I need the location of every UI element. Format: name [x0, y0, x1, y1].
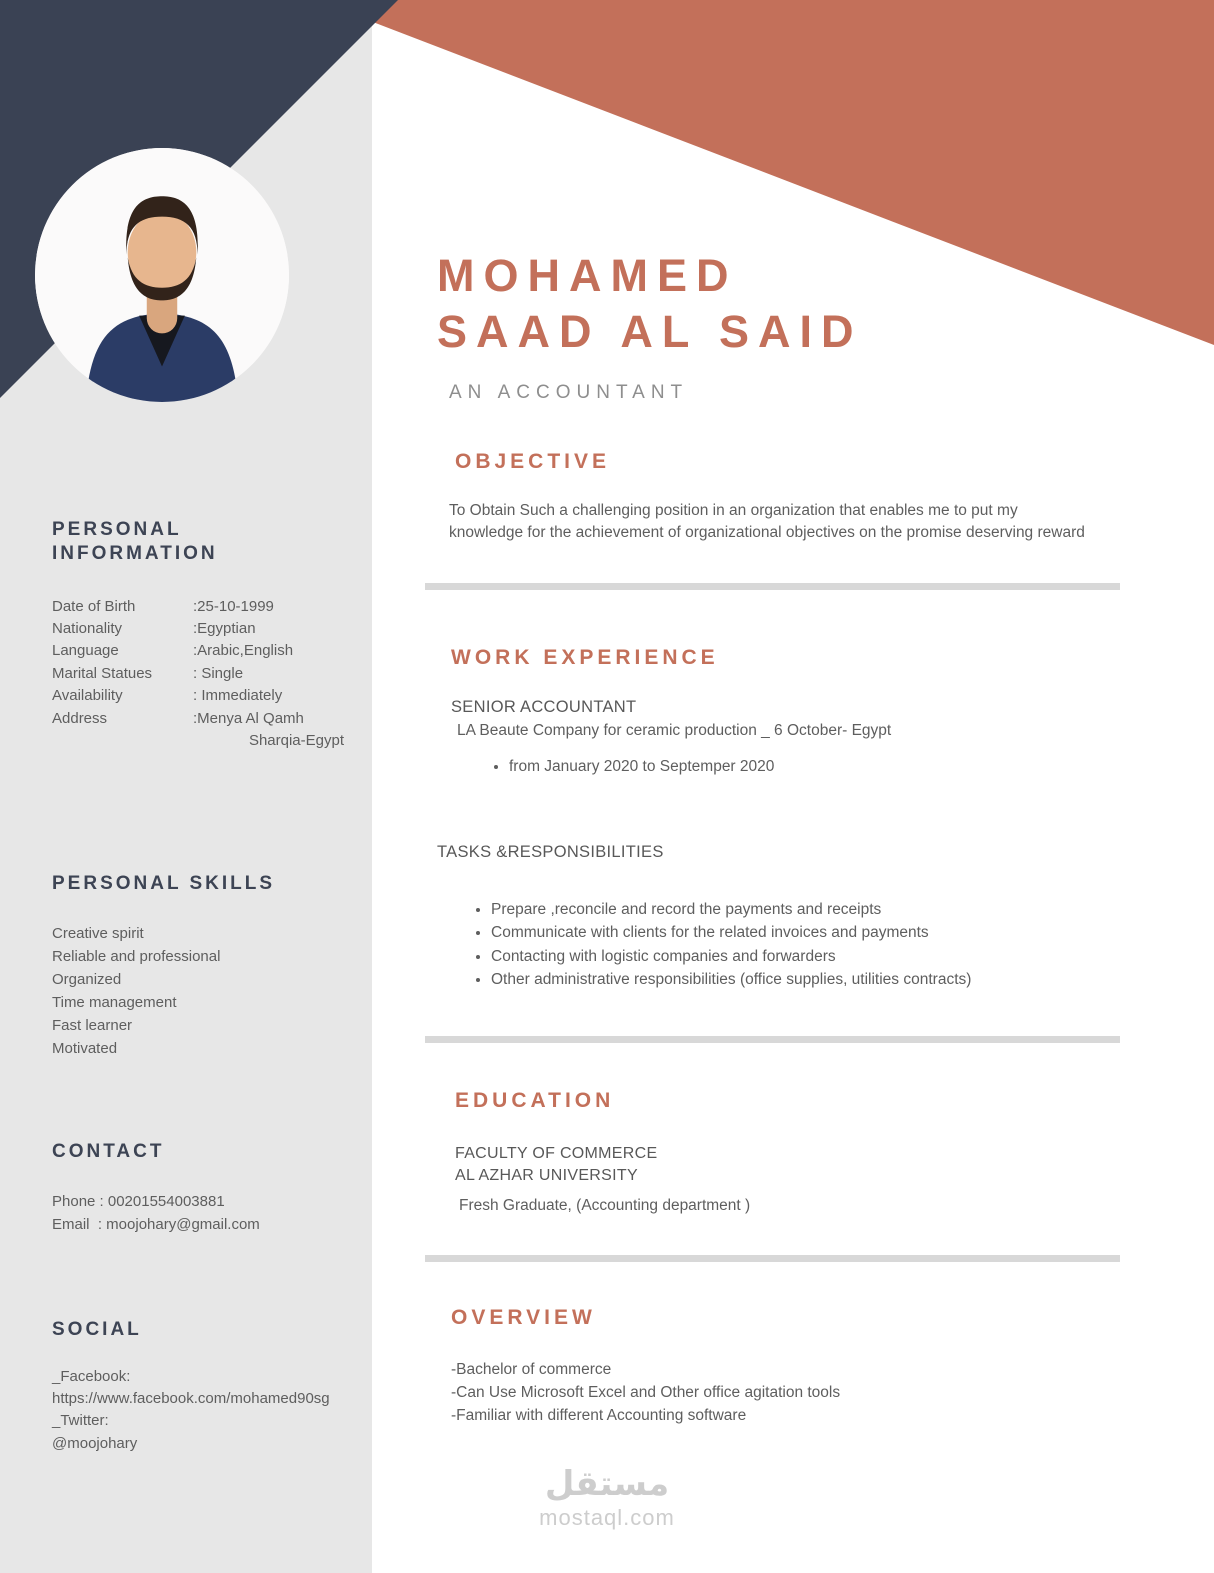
- address-line-2: Sharqia-Egypt: [248, 731, 344, 749]
- facebook-url: https://www.facebook.com/mohamed90sg: [52, 1390, 330, 1407]
- social-title: SOCIAL: [52, 1318, 142, 1340]
- work-experience-title: WORK EXPERIENCE: [451, 645, 719, 669]
- info-label: Nationality: [52, 619, 123, 637]
- education-detail: Fresh Graduate, (Accounting department ): [459, 1196, 751, 1214]
- info-value: :Arabic,English: [193, 642, 294, 660]
- info-row-address: [52, 708, 346, 730]
- mostaql-watermark: [0, 1466, 1214, 1531]
- skill-item: Creative spirit: [52, 925, 144, 943]
- task-item: • Prepare ,reconcile and record the payments and receipts: [491, 898, 1137, 922]
- info-row-nationality: [52, 618, 346, 640]
- info-value: :Menya Al Qamh: [193, 709, 304, 727]
- company-line: LA Beaute Company for ceramic production _ 6 October- Egypt: [457, 721, 892, 739]
- info-value: : Single: [193, 664, 244, 682]
- main-content: [437, 0, 1137, 1427]
- twitter-handle: @moojohary: [52, 1434, 138, 1452]
- education-section: [437, 1089, 1137, 1215]
- section-divider: [425, 583, 1120, 590]
- social-lines: [52, 1366, 346, 1456]
- overview-item: -Bachelor of commerce: [451, 1360, 612, 1378]
- skill-item: Fast learner: [52, 1017, 133, 1035]
- contact-phone: Phone : 00201554003881: [52, 1192, 225, 1210]
- watermark-domain-text: mostaql.com: [539, 1505, 675, 1531]
- overview-section: [437, 1306, 1137, 1427]
- candidate-name: [437, 248, 1137, 360]
- info-value: :25-10-1999: [193, 597, 274, 615]
- objective-section: [437, 450, 1137, 545]
- task-item: • Communicate with clients for the related invoices and payments: [491, 921, 1137, 945]
- info-label: Availability: [52, 687, 123, 705]
- overview-title: OVERVIEW: [451, 1305, 596, 1329]
- employment-period: • from January 2020 to Septemper 2020: [509, 756, 1137, 777]
- section-divider: [425, 1036, 1120, 1043]
- name-line-1: MOHAMED: [437, 250, 738, 301]
- info-label: Address: [52, 709, 108, 727]
- contact-lines: [52, 1190, 346, 1236]
- facebook-label: _Facebook:: [52, 1367, 131, 1385]
- objective-title: OBJECTIVE: [455, 449, 611, 473]
- info-row-date-of-birth: [52, 596, 346, 618]
- skill-item: Organized: [52, 971, 122, 989]
- personal-info-list: [52, 596, 346, 753]
- task-item: • Other administrative responsibilities (office supplies, utilities contracts): [491, 968, 1137, 992]
- education-title: EDUCATION: [455, 1088, 615, 1112]
- personal-info-title: PERSONAL INFORMATION: [52, 519, 218, 564]
- task-list: [451, 898, 1137, 992]
- info-label: Language: [52, 642, 119, 660]
- name-line-2: SAAD AL SAID: [437, 305, 863, 357]
- overview-item: -Familiar with different Accounting software: [451, 1406, 747, 1424]
- info-row-marital-status: [52, 663, 346, 685]
- employment-period-list: [451, 756, 1137, 777]
- skill-item: Time management: [52, 994, 177, 1012]
- info-value: : Immediately: [193, 687, 283, 705]
- faculty-line: FACULTY OF COMMERCE: [455, 1144, 658, 1162]
- work-experience-section: [437, 646, 1137, 992]
- skills-list: [52, 922, 346, 1060]
- contact-email: Email : moojohary@gmail.com: [52, 1215, 260, 1233]
- info-row-availability: [52, 685, 346, 707]
- task-item: • Contacting with logistic companies and forwarders: [491, 945, 1137, 969]
- skill-item: Reliable and professional: [52, 948, 221, 966]
- role-subtitle: AN ACCOUNTANT: [449, 381, 689, 403]
- skills-title: PERSONAL SKILLS: [52, 873, 276, 895]
- sidebar: [0, 0, 372, 1573]
- overview-item: -Can Use Microsoft Excel and Other office agitation tools: [451, 1383, 841, 1401]
- skill-item: Motivated: [52, 1040, 118, 1058]
- job-title: SENIOR ACCOUNTANT: [451, 697, 637, 716]
- info-row-language: [52, 640, 346, 662]
- contact-title: CONTACT: [52, 1141, 165, 1163]
- objective-text: To Obtain Such a challenging position in an organization that enables me to put my knowledge for the achievement of organizational objectives on the promise deserving reward: [449, 501, 1085, 542]
- watermark-arabic-text: مستقل: [544, 1464, 670, 1504]
- twitter-label: _Twitter:: [52, 1412, 109, 1430]
- section-divider: [425, 1255, 1120, 1262]
- info-label: Marital Statues: [52, 664, 153, 682]
- info-value: :Egyptian: [193, 619, 256, 637]
- tasks-title: TASKS &RESPONSIBILITIES: [437, 842, 664, 861]
- university-line: AL AZHAR UNIVERSITY: [455, 1166, 638, 1184]
- info-label: Date of Birth: [52, 597, 136, 615]
